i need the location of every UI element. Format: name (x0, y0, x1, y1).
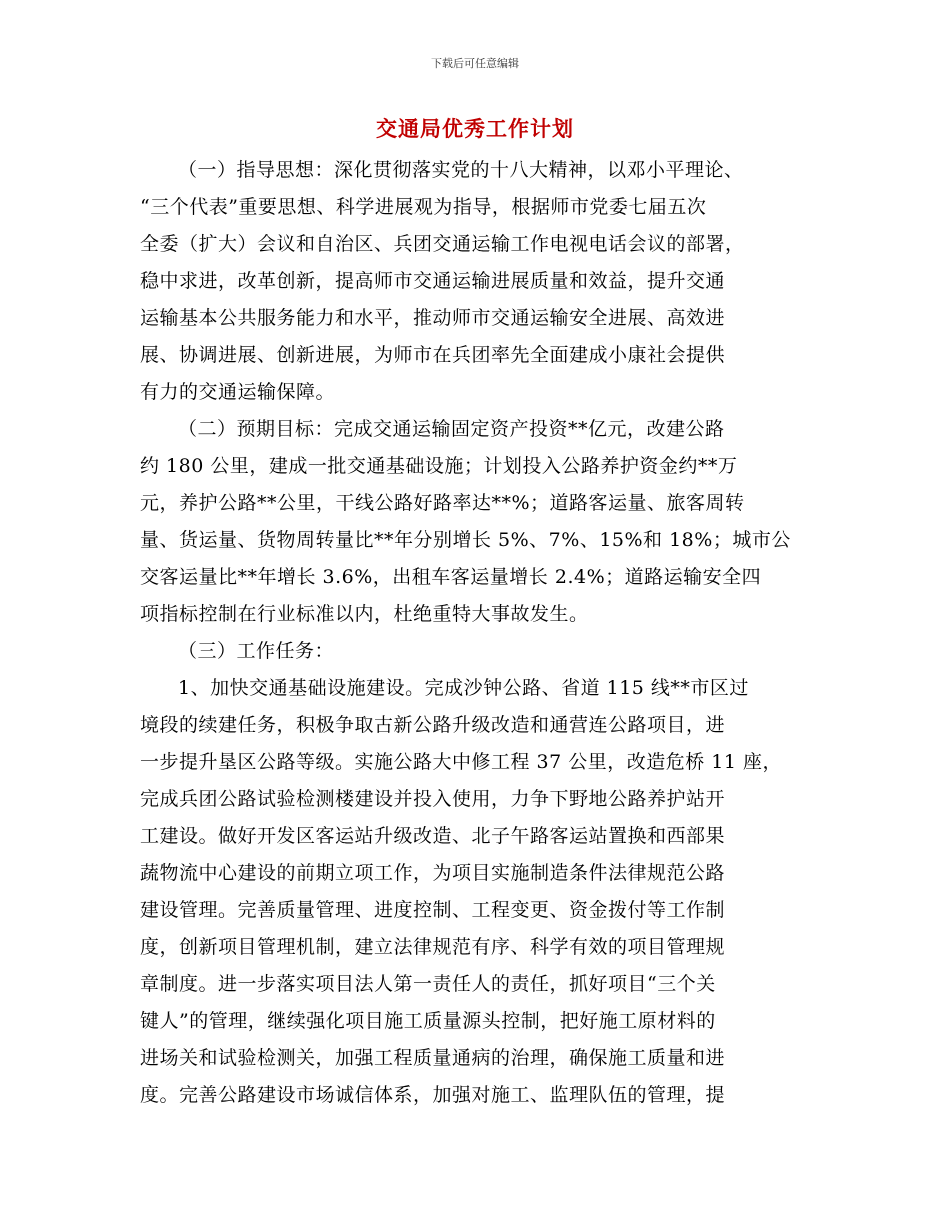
text-line: 运输基本公共服务能力和水平，推动师市交通运输安全进展、高效进 (140, 307, 726, 329)
text-line: 完成兵团公路试验检测楼建设并投入使用，力争下野地公路养护站开 (140, 788, 726, 810)
text-line: 元，养护公路**公里，干线公路好路率达**%；道路客运量、旅客周转 (140, 492, 745, 514)
text-line: 一步提升垦区公路等级。实施公路大中修工程 37 公里，改造危桥 11 座， (140, 751, 783, 773)
text-line: 稳中求进，改革创新，提高师市交通运输进展质量和效益，提升交通 (140, 270, 726, 292)
text-line: （二）预期目标：完成交通运输固定资产投资**亿元，改建公路 (178, 418, 725, 440)
document-title: 交通局优秀工作计划 (376, 117, 574, 141)
text-line: 建设管理。完善质量管理、进度控制、工程变更、资金拨付等工作制 (140, 899, 726, 921)
text-line: 工建设。做好开发区客运站升级改造、北子午路客运站置换和西部果 (140, 825, 726, 847)
text-line: 全委（扩大）会议和自治区、兵团交通运输工作电视电话会议的部署， (140, 233, 745, 255)
text-line: 量、货运量、货物周转量比**年分别增长 5%、7%、15%和 18%；城市公 (140, 529, 791, 551)
text-line: 展、协调进展、创新进展，为师市在兵团率先全面建成小康社会提供 (140, 344, 726, 366)
text-line: （一）指导思想：深化贯彻落实党的十八大精神，以邓小平理论、 (178, 159, 744, 181)
text-line: 进场关和试验检测关，加强工程质量通病的治理，确保施工质量和进 (140, 1047, 726, 1069)
text-line: 1、加快交通基础设施建设。完成沙钟公路、省道 115 线**市区过 (178, 677, 749, 699)
text-line: “三个代表”重要思想、科学进展观为指导，根据师市党委七届五次 (140, 196, 707, 218)
text-line: 度，创新项目管理机制，建立法律规范有序、科学有效的项目管理规 (140, 936, 726, 958)
text-line: 键人”的管理，继续强化项目施工质量源头控制，把好施工原材料的 (140, 1010, 716, 1032)
text-line: 境段的续建任务，积极争取古新公路升级改造和通营连公路项目，进 (140, 714, 726, 736)
text-line: （三）工作任务： (178, 640, 335, 662)
page-header-note: 下载后可任意编辑 (431, 57, 519, 70)
text-line: 约 180 公里，建成一批交通基础设施；计划投入公路养护资金约**万 (140, 455, 738, 477)
text-line: 交客运量比**年增长 3.6%，出租车客运量增长 2.4%；道路运输安全四 (140, 566, 762, 588)
text-line: 项指标控制在行业标准以内，杜绝重特大事故发生。 (140, 603, 589, 625)
text-line: 蔬物流中心建设的前期立项工作，为项目实施制造条件法律规范公路 (140, 862, 726, 884)
text-line: 章制度。进一步落实项目法人第一责任人的责任，抓好项目“三个关 (140, 973, 716, 995)
text-line: 度。完善公路建设市场诚信体系，加强对施工、监理队伍的管理，提 (140, 1084, 726, 1106)
document-body (140, 152, 820, 1114)
text-line: 有力的交通运输保障。 (140, 381, 336, 403)
